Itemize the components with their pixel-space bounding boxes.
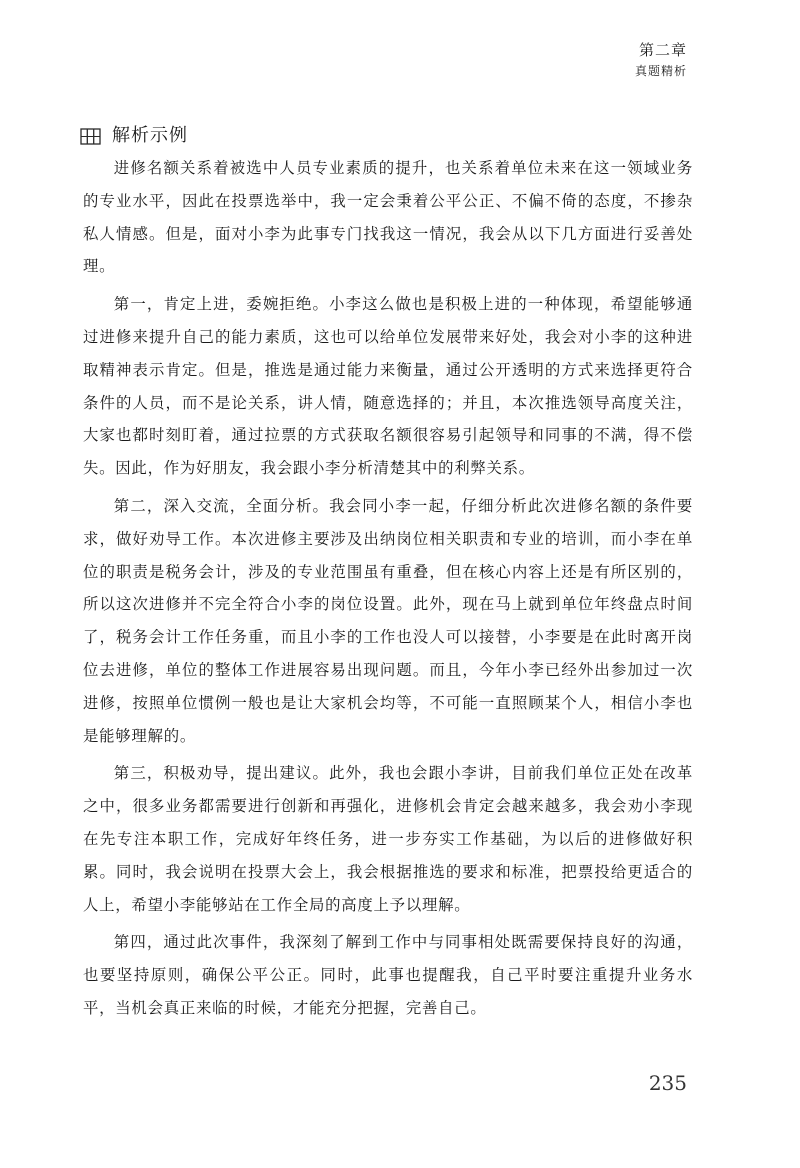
paragraph-point-1: 第一，肯定上进，委婉拒绝。小李这么做也是积极上进的一种体现，希望能够通过进修来提升自己的能力素质，这也可以给单位发展带来好处，我会对小李的这种进取精神表示肯定。但是，推选是通过能力来衡量，通过公开透明的方式来选择更符合条件的人员，而不是论关系，讲人情，随意选择的；并且，本次推选领导高度关注，大家也都时刻盯着，通过拉票的方式获取名额很容易引起领导和同事的不满，得不偿失。因此，作为好朋友，我会跟小李分析清楚其中的利弊关系。 <box>83 295 693 478</box>
paragraph-point-3: 第三，积极劝导，提出建议。此外，我也会跟小李讲，目前我们单位正处在改革之中，很多业务都需要进行创新和再强化，进修机会肯定会越来越多，我会劝小李现在先专注本职工作，完成好年终任务，进一步夯实工作基础，为以后的进修做好积累。同时，我会说明在投票大会上，我会根据推选的要求和标准，把票投给更适合的人上，希望小李能够站在工作全局的高度上予以理解。 <box>83 764 693 914</box>
section-title: 解析示例 <box>112 125 188 146</box>
running-head <box>635 40 687 81</box>
section-heading <box>80 122 188 150</box>
section-mark-icon <box>80 128 101 145</box>
paragraph-point-2: 第二，深入交流，全面分析。我会同小李一起，仔细分析此次进修名额的条件要求，做好劝导工作。本次进修主要涉及出纳岗位相关职责和专业的培训，而小李在单位的职责是税务会计，涉及的专业范围虽有重叠，但在核心内容上还是有所区别的，所以这次进修并不完全符合小李的岗位设置。此外，现在马上就到单位年终盘点时间了，税务会计工作任务重，而且小李的工作也没人可以接替，小李要是在此时离开岗位去进修，单位的整体工作进展容易出现问题。而且，今年小李已经外出参加过一次进修，按照单位惯例一般也是让大家机会均等，不可能一直照顾某个人，相信小李也是能够理解的。 <box>83 496 693 745</box>
paragraph-intro: 进修名额关系着被选中人员专业素质的提升，也关系着单位未来在这一领域业务的专业水平，因此在投票选举中，我一定会秉着公平公正、不偏不倚的态度，不掺杂私人情感。但是，面对小李为此事专门找我这一情况，我会从以下几方面进行妥善处理。 <box>83 159 693 276</box>
body-text <box>83 152 693 1030</box>
chapter-label: 第二章 <box>638 41 687 59</box>
paragraph-point-4: 第四，通过此次事件，我深刻了解到工作中与同事相处既需要保持良好的沟通，也要坚持原则，确保公平公正。同时，此事也提醒我，自己平时要注重提升业务水平，当机会真正来临的时候，才能充分把握，完善自己。 <box>83 933 693 1017</box>
section-label: 真题精析 <box>634 64 687 78</box>
page-number: 235 <box>648 1071 687 1095</box>
